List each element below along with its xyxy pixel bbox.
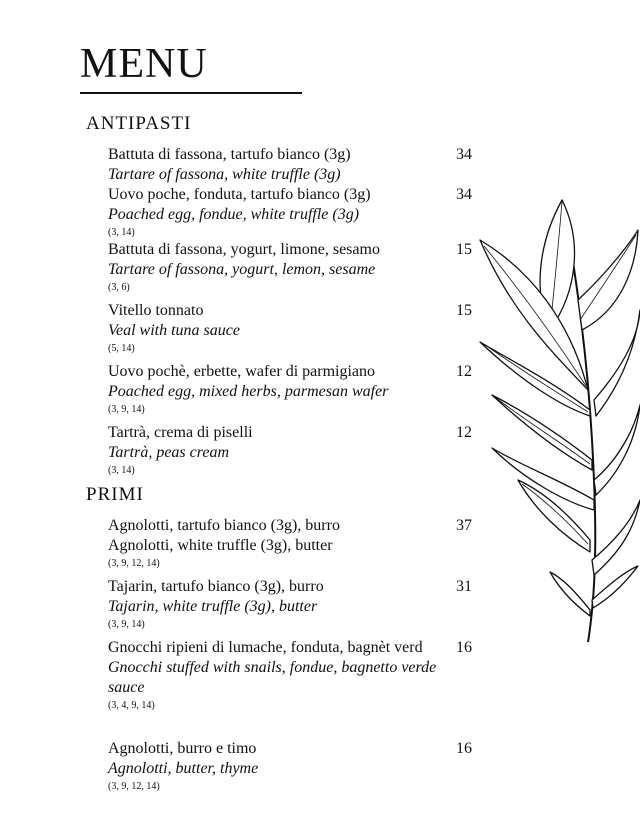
item-allergens: (3, 6): [108, 282, 130, 293]
item-name-it: Tajarin, tartufo bianco (3g), burro: [108, 578, 324, 595]
item-name-it: Vitello tonnato: [108, 302, 204, 319]
item-price: 12: [456, 424, 472, 441]
item-allergens: (5, 14): [108, 343, 135, 354]
item-name-it: Tartrà, crema di piselli: [108, 424, 253, 441]
item-allergens: (3, 4, 9, 14): [108, 700, 155, 711]
item-name-en: Gnocchi stuffed with snails, fondue, bagnetto verde sauce: [108, 659, 437, 696]
item-price: 12: [456, 363, 472, 380]
menu-item: [108, 423, 478, 477]
item-price: 37: [456, 517, 472, 534]
item-name-en: Veal with tuna sauce: [108, 322, 240, 339]
item-name-it: Agnolotti, burro e timo: [108, 740, 257, 757]
title-underline: [80, 92, 302, 94]
item-price: 15: [456, 241, 472, 258]
menu-item: [108, 145, 478, 185]
menu-item: [108, 638, 478, 712]
item-price: 34: [456, 186, 472, 203]
item-allergens: (3, 9, 12, 14): [108, 558, 160, 569]
item-name-it: Battuta di fassona, yogurt, limone, sesamo: [108, 241, 380, 258]
item-price: 15: [456, 302, 472, 319]
item-allergens: (3, 9, 14): [108, 404, 145, 415]
item-name-it: Agnolotti, tartufo bianco (3g), burro: [108, 517, 340, 534]
item-price: 34: [456, 146, 472, 163]
menu-item: [108, 577, 478, 631]
item-allergens: (3, 14): [108, 465, 135, 476]
menu-item: [108, 362, 478, 416]
item-name-en: Tajarin, white truffle (3g), butter: [108, 598, 318, 615]
menu-item: [108, 185, 478, 239]
item-name-en: Tartare of fassona, white truffle (3g): [108, 166, 341, 183]
item-name-en: Poached egg, fondue, white truffle (3g): [108, 206, 360, 223]
item-price: 31: [456, 578, 472, 595]
item-name-it: Gnocchi ripieni di lumache, fonduta, bagnèt verd: [108, 639, 423, 656]
item-name-en: Agnolotti, butter, thyme: [108, 760, 259, 777]
menu-item: [108, 739, 478, 793]
item-price: 16: [456, 740, 472, 757]
item-price: 16: [456, 639, 472, 656]
item-name-en: Tartare of fassona, yogurt, lemon, sesame: [108, 261, 376, 278]
item-name-it: Uovo pochè, erbette, wafer di parmigiano: [108, 363, 376, 380]
item-allergens: (3, 9, 12, 14): [108, 781, 160, 792]
item-name-en: Tartrà, peas cream: [108, 444, 230, 461]
item-allergens: (3, 14): [108, 227, 135, 238]
section-heading-antipasti: ANTIPASTI: [86, 113, 192, 134]
menu-item: [108, 240, 478, 294]
menu-item: [108, 516, 478, 570]
leaf-branch-illustration: [470, 180, 640, 650]
item-allergens: (3, 9, 14): [108, 619, 145, 630]
section-heading-primi: PRIMI: [86, 484, 144, 505]
item-name-en: Poached egg, mixed herbs, parmesan wafer: [108, 383, 389, 400]
menu-item: [108, 301, 478, 355]
item-name-it: Battuta di fassona, tartufo bianco (3g): [108, 146, 351, 163]
item-name-en: Agnolotti, white truffle (3g), butter: [108, 537, 333, 554]
menu-title: MENU: [80, 41, 208, 87]
item-name-it: Uovo poche, fonduta, tartufo bianco (3g): [108, 186, 371, 203]
